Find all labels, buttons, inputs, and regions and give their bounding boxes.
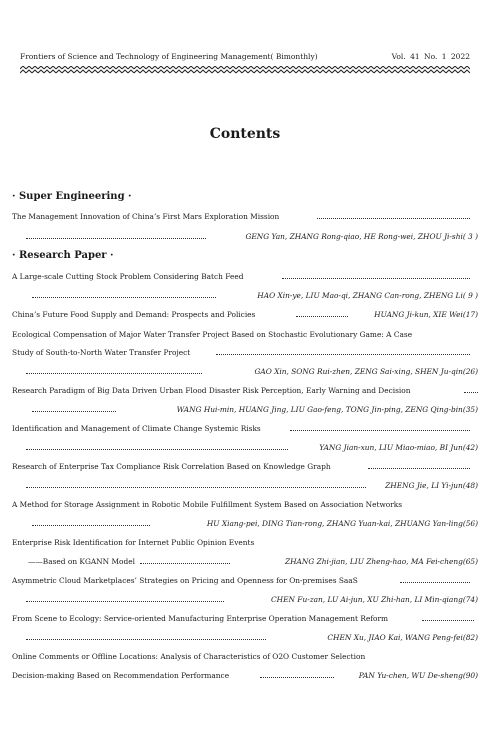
toc-s1e0-line0 [12,270,478,283]
header-decorative-rule [20,66,470,76]
leader-dots [26,230,206,239]
toc-entry-title: Research Paradigm of Big Data Driven Urban Flood Disaster Risk Perception, Early Warning and Decision [12,386,411,395]
leader-dots [26,441,288,450]
number-label: No. 1 [424,52,447,61]
toc-entry-authors: HAO Xin-ye, LIU Mao-qi, ZHANG Can-rong, ZHENG Li( 9 ) [257,291,478,300]
toc-s1e10-line1 [12,669,478,682]
toc-entry-authors: GENG Yan, ZHANG Rong-qiao, HE Rong-wei, ZHOU Ji-shi( 3 ) [245,232,478,241]
leader-dots [296,308,348,317]
leader-dots [216,346,470,355]
toc-entry-authors: HU Xiang-pei, DING Tian-rong, ZHANG Yuan-kai, ZHUANG Yan-ling(56) [206,519,478,528]
page-title: Contents [209,126,281,142]
toc-s1e4-line1 [12,441,478,454]
leader-dots [260,669,334,678]
toc-entry-authors: HUANG Ji-kun, XIE Wei(17) [374,310,478,319]
leader-dots [464,384,478,393]
toc-s0e0-line1 [12,230,478,243]
toc-s1e9-line1 [12,631,478,644]
leader-dots [26,365,202,374]
toc-entry-title: Research of Enterprise Tax Compliance Risk Correlation Based on Knowledge Graph [12,462,331,471]
leader-dots [26,593,224,602]
toc-entry-title: The Management Innovation of China’s First Mars Exploration Mission [12,212,280,221]
toc-entry-authors: ZHENG Jie, LI Yi-jun(48) [385,481,478,490]
leader-dots [32,403,116,412]
toc-entry-title: Online Comments or Offline Locations: Analysis of Characteristics of O2O Customer Selection [12,652,366,661]
journal-name: Frontiers of Science and Technology of Engineering Management( Bimonthly) [20,52,318,61]
toc-entry-title: Decision-making Based on Recommendation Performance [12,671,230,680]
volume-label: Vol. 41 [391,52,420,61]
toc-s1e8-line0 [12,574,478,587]
toc-entry-authors: CHEN Fu-zan, LU Ai-jun, XU Zhi-han, LI Min-qiang(74) [271,595,478,604]
running-header [20,52,470,64]
leader-dots [400,574,470,583]
toc-s1e9-line0 [12,612,478,625]
leader-dots [368,460,470,469]
toc-s1e5-line1 [12,479,478,492]
toc-entry-title: From Scene to Ecology: Service-oriented Manufacturing Enterprise Operation Management Reform [12,614,389,623]
toc-s1e3-line1 [12,403,478,416]
toc-entry-authors: WANG Hui-min, HUANG Jing, LIU Gao-feng, TONG Jin-ping, ZENG Qing-bin(35) [176,405,478,414]
leader-dots [422,612,474,621]
toc-entry-title: Asymmetric Cloud Marketplaces’ Strategies on Pricing and Openness for On-premises SaaS [12,576,358,585]
issue-info [392,52,470,61]
toc-entry-title: A Large-scale Cutting Stock Problem Considering Batch Feed [12,272,244,281]
toc-s1e0-line1 [12,289,478,302]
leader-dots [290,422,470,431]
toc-entry-authors: YANG Jian-xun, LIU Miao-miao, BI Jun(42) [319,443,478,452]
toc-entry-title: A Method for Storage Assignment in Robotic Mobile Fulfillment System Based on Association Networks [12,500,403,509]
toc-s1e7-line1 [12,555,478,568]
toc-entry-title: Enterprise Risk Identification for Internet Public Opinion Events [12,538,255,547]
toc-s1e4-line0 [12,422,478,435]
toc-entry-subtitle: ——Based on KGANN Model [28,557,135,566]
toc-entry-title: Study of South-to-North Water Transfer Project [12,348,191,357]
year-label: 2022 [450,52,470,61]
toc-s1e2-line2 [12,365,478,378]
toc-sec1-heading: · Research Paper · [12,250,114,261]
toc-s1e7-line0 [12,536,478,549]
leader-dots [32,517,150,526]
toc-s1e1-line0 [12,308,478,321]
toc-s1e5-line0 [12,460,478,473]
leader-dots [32,289,216,298]
toc-entry-authors: ZHANG Zhi-jian, LIU Zheng-hao, MA Fei-cheng(65) [284,557,478,566]
toc-s1e3-line0 [12,384,478,397]
toc-s1e6-line1 [12,517,478,530]
toc-s0e0-line0 [12,210,478,223]
leader-dots [317,210,470,219]
leader-dots [26,479,366,488]
toc-entry-authors: CHEN Xu, JIAO Kai, WANG Peng-fei(82) [327,633,478,642]
leader-dots [282,270,470,279]
toc-entry-authors: GAO Xin, SONG Rui-zhen, ZENG Sai-xing, SHEN Ju-qin(26) [254,367,478,376]
toc-s1e10-line0 [12,650,478,663]
toc-s1e8-line1 [12,593,478,606]
leader-dots [26,631,266,640]
toc-entry-authors: PAN Yu-chen, WU De-sheng(90) [358,671,478,680]
toc-s1e6-line0 [12,498,478,511]
leader-dots [140,555,230,564]
toc-entry-title: China’s Future Food Supply and Demand: Prospects and Policies [12,310,256,319]
toc-sec0-heading: · Super Engineering · [12,191,132,202]
toc-entry-title: Identification and Management of Climate Change Systemic Risks [12,424,261,433]
toc-s1e2-line1 [12,346,478,359]
toc-s1e2-line0 [12,328,478,341]
toc-entry-title: Ecological Compensation of Major Water Transfer Project Based on Stochastic Evolutionary Game: A Case [12,330,413,339]
